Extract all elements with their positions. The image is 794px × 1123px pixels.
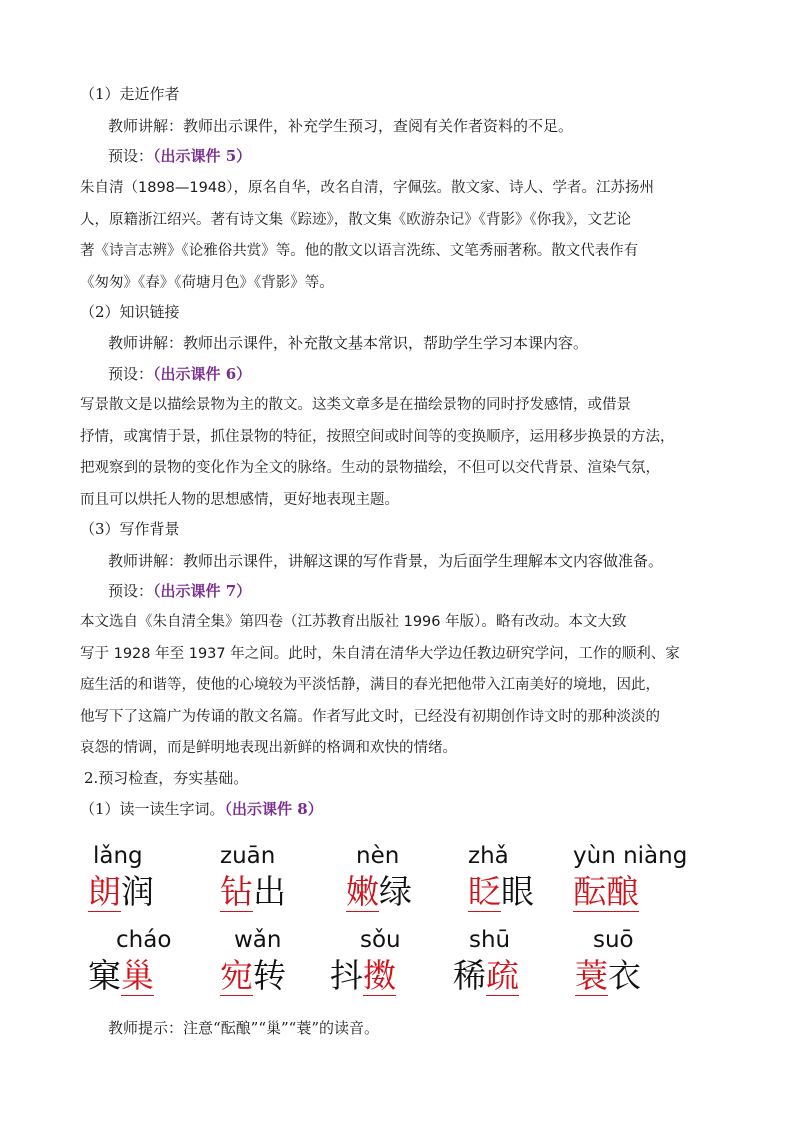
pinyin-label: wǎn: [234, 927, 282, 953]
knowledge-paragraph: [80, 395, 720, 521]
companion-character: 衣: [608, 956, 641, 995]
section-heading-background: （3）写作背景: [80, 520, 180, 538]
vocab-characters: [220, 872, 286, 912]
teacher-explanation-3: 教师讲解：教师出示课件，讲解这课的写作背景，为后面学生理解本文内容做准备。: [108, 552, 664, 570]
paragraph-line: 本文选自《朱自清全集》第四卷（江苏教育出版社 1996 年版）。略有改动。本文大致: [80, 614, 627, 630]
companion-character: 稀: [453, 956, 486, 995]
section-heading-author: （1）走近作者: [80, 85, 180, 103]
preset-line-2: [108, 364, 748, 384]
target-character: 蓑: [575, 956, 608, 995]
pinyin-label: zuān: [220, 843, 276, 869]
pinyin-label: sǒu: [360, 927, 401, 953]
courseware-ref: （出示课件 8）: [224, 800, 323, 818]
preset-line-3: [108, 581, 748, 601]
vocab-characters: [468, 872, 534, 912]
preset-label: 预设：: [108, 147, 154, 165]
pinyin-label: shū: [469, 927, 511, 953]
courseware-ref: （出示课件 7）: [153, 582, 252, 600]
vocab-characters: [453, 956, 519, 996]
paragraph-line: 人，原籍浙江绍兴。著有诗文集《踪迹》，散文集《欧游杂记》《背影》《你我》，文艺论: [80, 211, 631, 228]
target-character: 疏: [486, 956, 519, 995]
teacher-explanation-2: 教师讲解：教师出示课件，补充散文基本常识，帮助学生学习本课内容。: [108, 334, 589, 352]
companion-character: 转: [253, 956, 286, 995]
background-paragraph: [80, 612, 720, 770]
vocab-row-1: [88, 842, 728, 922]
paragraph-line: 《匆匆》《春》《荷塘月色》《背影》等。: [80, 274, 334, 291]
paragraph-line: 哀怨的情调，而是鲜明地表现出新鲜的格调和欢快的情绪。: [80, 740, 457, 756]
vocab-row-2: [88, 926, 728, 1006]
companion-character: 润: [121, 872, 154, 911]
paragraph-line: 而且可以烘托人物的思想感情，更好地表现主题。: [80, 491, 399, 508]
target-character: 酝酿: [573, 872, 639, 911]
vocab-heading: （1）读一读生字词。: [80, 800, 225, 818]
pinyin-label: zhǎ: [468, 843, 509, 869]
preset-label: 预设：: [108, 582, 154, 600]
paragraph-line: 把观察到的景物的变化作为全文的脉络。生动的景物描绘，不但可以交代背景、渲染气氛，: [80, 460, 660, 476]
companion-character: 抖: [330, 956, 363, 995]
paragraph-line: 朱自清（1898—1948），原名自华，改名自清，字佩弦。散文家、诗人、学者。江苏扬州: [80, 180, 655, 196]
companion-character: 窠: [88, 956, 121, 995]
pinyin-label: nèn: [356, 843, 400, 869]
vocab-heading-line: [80, 799, 720, 819]
target-character: 眨: [468, 872, 501, 911]
pinyin-label: lǎng: [93, 843, 143, 869]
companion-character: 眼: [501, 872, 534, 911]
target-character: 朗: [88, 872, 121, 911]
target-character: 巢: [121, 956, 154, 995]
vocab-characters: [346, 872, 412, 912]
preset-line-1: [108, 146, 748, 166]
section-heading-knowledge: （2）知识链接: [80, 303, 180, 321]
pinyin-label: suō: [593, 927, 634, 953]
author-paragraph: [80, 178, 720, 304]
vocab-characters: [573, 872, 639, 912]
vocab-characters: [88, 872, 154, 912]
preset-label: 预设：: [108, 365, 154, 383]
courseware-ref: （出示课件 5）: [153, 147, 252, 165]
companion-character: 出: [253, 872, 286, 911]
paragraph-line: 写于 1928 年至 1937 年之间。此时，朱自清在清华大学边任教边研究学问，工作的顺利、家: [80, 645, 680, 662]
vocab-characters: [330, 956, 396, 996]
vocab-characters: [220, 956, 286, 996]
teacher-explanation-1: 教师讲解：教师出示课件，补充学生预习，查阅有关作者资料的不足。: [108, 117, 574, 135]
vocab-characters: [88, 956, 154, 996]
paragraph-line: 著《诗言志辨》《论雅俗共赏》等。他的散文以语言洗练、文笔秀丽著称。散文代表作有: [80, 243, 639, 259]
target-character: 嫩: [346, 872, 379, 911]
paragraph-line: 他写下了这篇广为传诵的散文名篇。作者写此文时，已经没有初期创作诗文时的那种淡淡的: [80, 708, 660, 725]
part2-heading: 2.预习检查，夯实基础。: [84, 769, 249, 787]
target-character: 钻: [220, 872, 253, 911]
courseware-ref: （出示课件 6）: [153, 365, 252, 383]
target-character: 擞: [363, 956, 396, 995]
vocab-characters: [575, 956, 641, 996]
pinyin-label: cháo: [116, 927, 172, 953]
paragraph-line: 抒情，或寓情于景，抓住景物的特征，按照空间或时间等的变换顺序，运用移步换景的方法，: [80, 428, 675, 445]
teacher-tip: 教师提示：注意“酝酿”“巢”“蓑”的读音。: [108, 1019, 380, 1037]
paragraph-line: 写景散文是以描绘景物为主的散文。这类文章多是在描绘景物的同时抒发感情，或借景: [80, 397, 631, 413]
companion-character: 绿: [379, 872, 412, 911]
paragraph-line: 庭生活的和谐等，使他的心境较为平淡恬静，满目的春光把他带入江南美好的境地，因此，: [80, 677, 660, 693]
target-character: 宛: [220, 956, 253, 995]
pinyin-label: yùn niàng: [573, 843, 688, 869]
